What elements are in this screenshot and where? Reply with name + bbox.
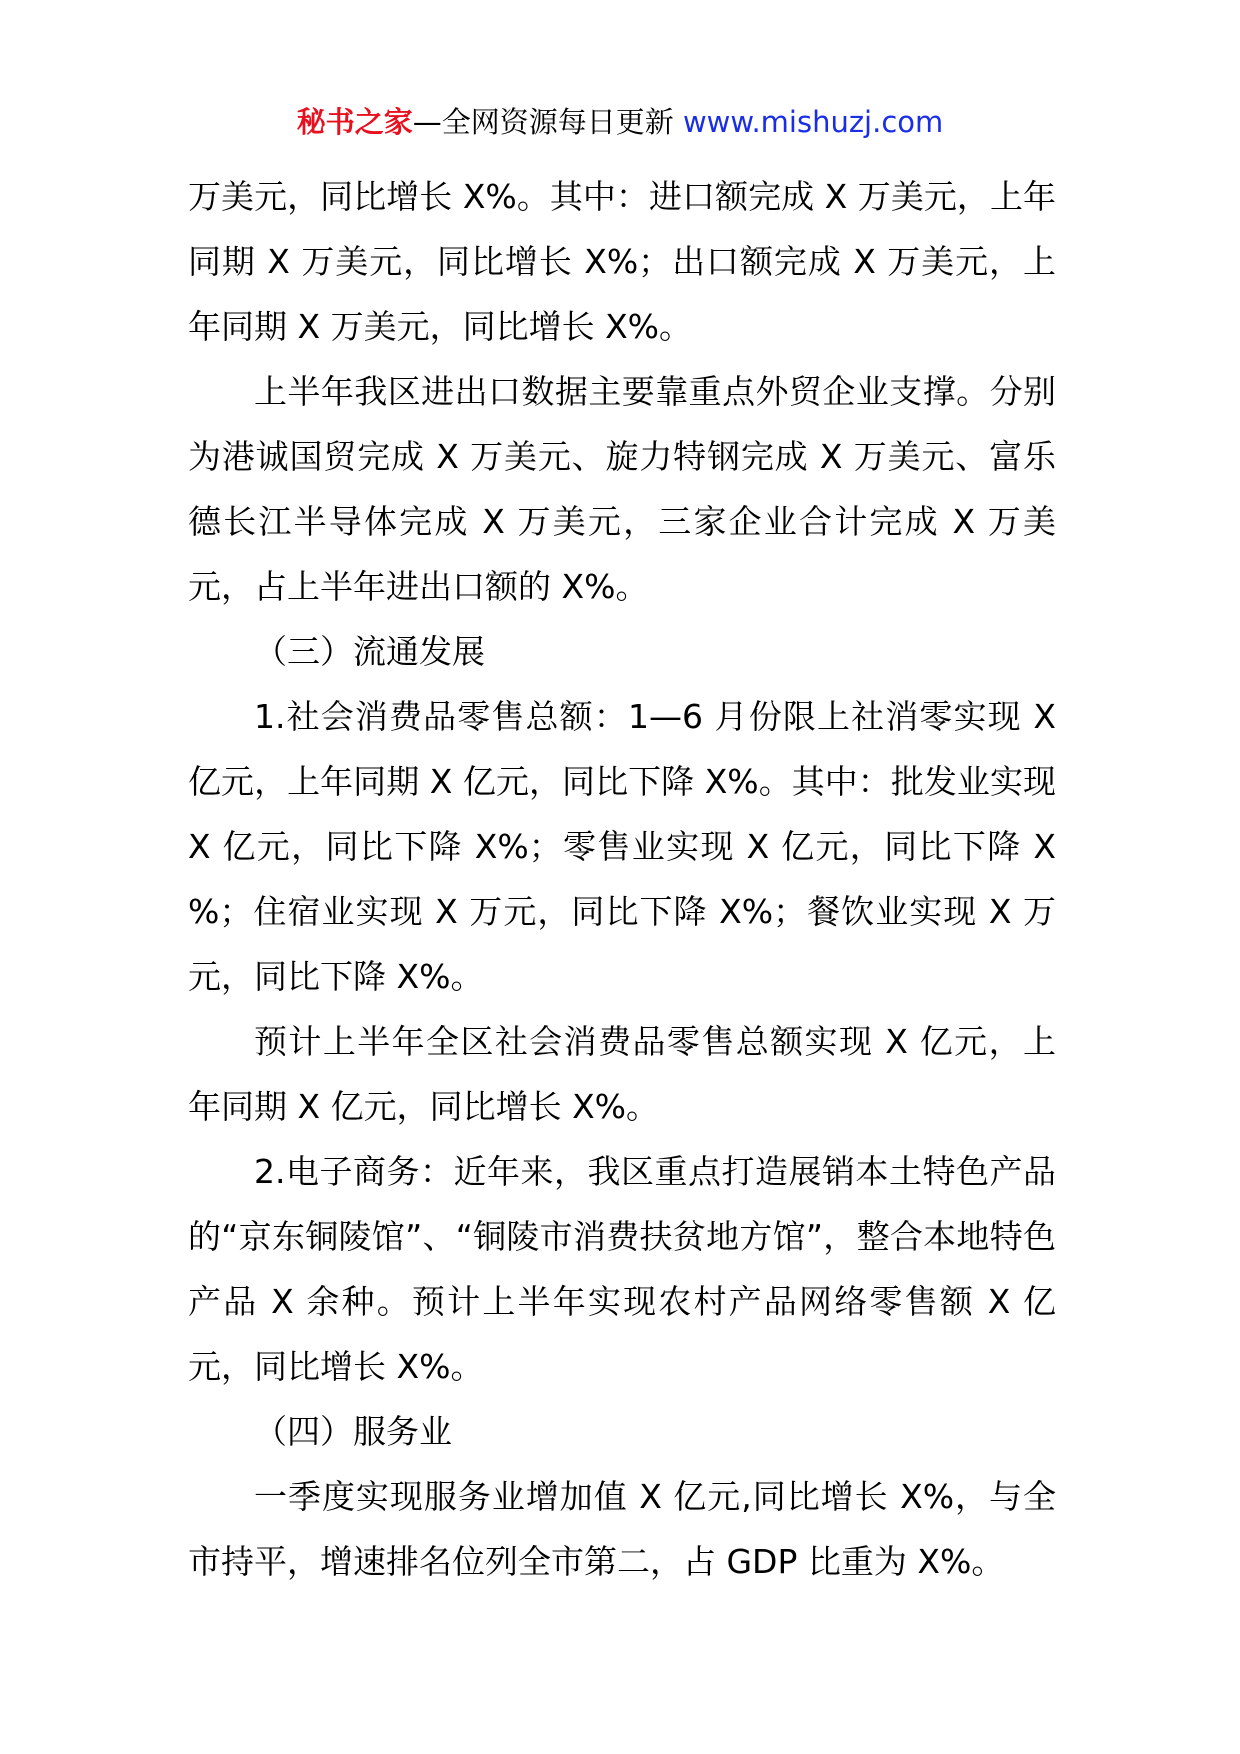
section-heading-circulation: （三）流通发展 <box>254 632 485 671</box>
site-url-link[interactable]: www.mishuzj.com <box>682 105 944 139</box>
section-heading-services: （四）服务业 <box>254 1412 452 1451</box>
paragraph-enterprise-support: 上半年我区进出口数据主要靠重点外贸企业支撑。分别为港诚国贸完成 X 万美元、旋力特钢完成 X 万美元、富乐德长江半导体完成 X 万美元，三家企业合计完成 X 万美元，占上半年进出口额的 X%。 <box>188 372 1056 606</box>
site-header <box>0 102 1240 142</box>
paragraph-services: 一季度实现服务业增加值 X 亿元,同比增长 X%，与全市持平，增速排名位列全市第二，占 GDP 比重为 X%。 <box>188 1477 1056 1581</box>
paragraph-retail-forecast: 预计上半年全区社会消费品零售总额实现 X 亿元，上年同期 X 亿元，同比增长 X%。 <box>188 1022 1056 1126</box>
brand-name: 秘书之家 <box>296 105 413 139</box>
header-tagline: —全网资源每日更新 <box>412 105 683 139</box>
document-body <box>188 164 1056 1594</box>
paragraph-retail-sales: 1.社会消费品零售总额：1—6 月份限上社消零实现 X 亿元，上年同期 X 亿元，同比下降 X%。其中：批发业实现 X 亿元，同比下降 X%；零售业实现 X 亿元，同比下降 X %；住宿业实现 X 万元，同比下降 X%；餐饮业实现 X 万元，同比下降 X%。 <box>188 697 1056 996</box>
paragraph-ecommerce: 2.电子商务：近年来，我区重点打造展销本土特色产品的“京东铜陵馆”、“铜陵市消费扶贫地方馆”，整合本地特色产品 X 余种。预计上半年实现农村产品网络零售额 X 亿元，同比增长 X%。 <box>188 1152 1056 1386</box>
paragraph-continuation: 万美元，同比增长 X%。其中：进口额完成 X 万美元，上年同期 X 万美元，同比增长 X%；出口额完成 X 万美元，上年同期 X 万美元，同比增长 X%。 <box>188 177 1056 346</box>
